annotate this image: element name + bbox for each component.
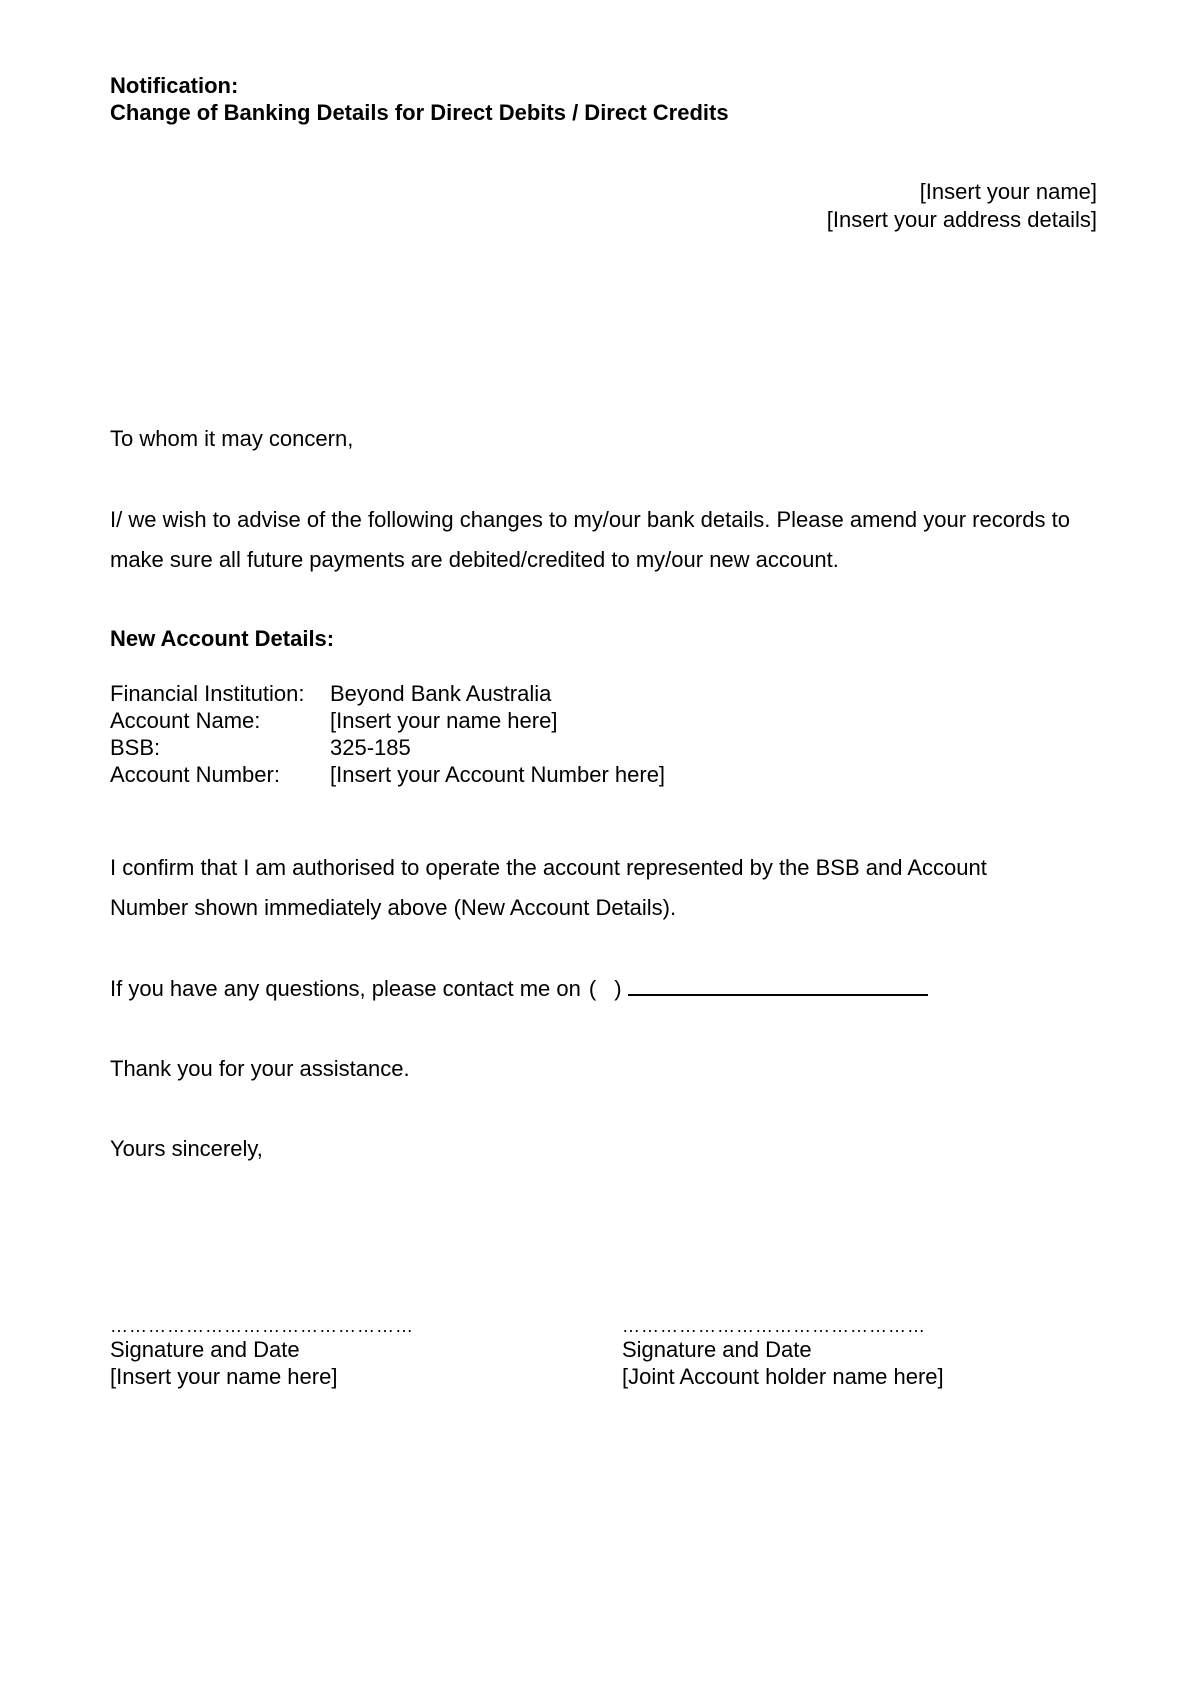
confirmation-paragraph: I confirm that I am authorised to operate the account represented by the BSB and Account Number shown immediately above (New Account Details). xyxy=(110,855,987,920)
signature-block-primary xyxy=(110,1316,414,1390)
signature-name: [Insert your name here] xyxy=(110,1364,338,1389)
detail-label: BSB: xyxy=(110,735,161,760)
detail-value: [Insert your name here] xyxy=(330,708,558,733)
detail-label: Account Name: xyxy=(110,708,261,733)
detail-label: Account Number: xyxy=(110,762,280,787)
detail-value: Beyond Bank Australia xyxy=(330,681,552,706)
heading-line-2: Change of Banking Details for Direct Debits / Direct Credits xyxy=(110,100,729,125)
sender-name: [Insert your name] xyxy=(919,179,1097,204)
phone-number-blank xyxy=(628,976,928,996)
heading-line-1: Notification: xyxy=(110,73,239,98)
close-paren: ) xyxy=(614,976,622,1001)
signature-name: [Joint Account holder name here] xyxy=(622,1364,944,1389)
contact-line xyxy=(110,976,928,1002)
signature-dotted-line: ………………………………………… xyxy=(622,1316,926,1336)
contact-text: If you have any questions, please contact me on xyxy=(110,976,581,1001)
signature-block-joint xyxy=(622,1316,944,1390)
detail-label: Financial Institution: xyxy=(110,681,305,706)
open-paren: ( xyxy=(588,976,597,1001)
detail-value: [Insert your Account Number here] xyxy=(330,762,666,787)
sender-block xyxy=(827,178,1097,234)
detail-row-account-number xyxy=(110,761,665,788)
detail-row-bsb xyxy=(110,734,665,761)
signature-caption: Signature and Date xyxy=(622,1337,812,1362)
detail-row-account-name xyxy=(110,707,665,734)
intro-paragraph: I/ we wish to advise of the following changes to my/our bank details. Please amend your records to make sure all future payments are debited/credited to my/our new account. xyxy=(110,507,1070,572)
letter-heading xyxy=(110,72,729,126)
signature-caption: Signature and Date xyxy=(110,1337,300,1362)
salutation: To whom it may concern, xyxy=(110,426,354,451)
new-account-title: New Account Details: xyxy=(110,626,335,651)
signature-dotted-line: ………………………………………… xyxy=(110,1316,414,1336)
detail-value: 325-185 xyxy=(330,735,411,760)
sender-address: [Insert your address details] xyxy=(826,207,1097,232)
detail-row-institution xyxy=(110,680,665,707)
thanks-line: Thank you for your assistance. xyxy=(110,1056,410,1081)
closing-line: Yours sincerely, xyxy=(110,1136,263,1161)
account-details-table xyxy=(110,680,665,788)
